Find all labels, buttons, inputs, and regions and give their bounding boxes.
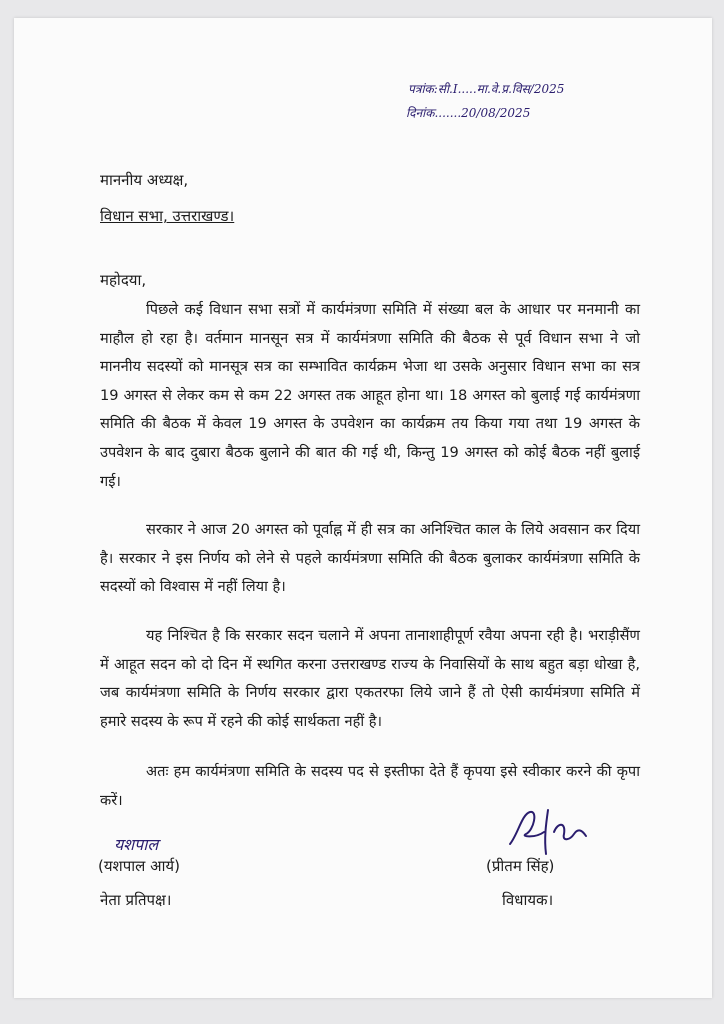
- letter-page: [14, 18, 712, 998]
- right-signatory-name: (प्रीतम सिंह): [486, 857, 555, 875]
- paragraph-1: पिछले कई विधान सभा सत्रों में कार्यमंत्रणा समिति में संख्या बल के आधार पर मनमानी का माहौल हो रहा है। वर्तमान मानसून सत्र में कार्यमंत्रणा समिति की बैठक से पूर्व विधान सभा ने जो माननीय सदस्यों को मानसूत्र सत्र का सम्भावित कार्यक्रम भेजा था उसके अनुसार विधान सभा का सत्र 19 अगस्त से लेकर कम से कम 22 अगस्त तक आहूत होना था। 18 अगस्त को बुलाई गई कार्यमंत्रणा समिति की बैठक में केवल 19 अगस्त के उपवेशन का कार्यक्रम तय किया गया तथा 19 अगस्त के उपवेशन के बाद दुबारा बैठक बुलाने की बात की गई थी, किन्तु 19 अगस्त को कोई बैठक नहीं बुलाई गई।: [100, 301, 640, 490]
- right-signature-icon: [500, 804, 610, 864]
- left-signature: यशपाल: [114, 835, 159, 854]
- salutation: महोदया,: [100, 271, 147, 289]
- right-signatory-title: विधायक।: [502, 891, 554, 909]
- letter-date: दिनांक.......20/08/2025: [406, 106, 531, 120]
- addressee-line-1: माननीय अध्यक्ष,: [100, 171, 189, 189]
- addressee-line-2: विधान सभा, उत्तराखण्ड।: [100, 207, 235, 225]
- paragraph-4: अतः हम कार्यमंत्रणा समिति के सदस्य पद से इस्तीफा देते हैं कृपया इसे स्वीकार करने की कृपा करें।: [100, 763, 640, 809]
- paragraph-2: सरकार ने आज 20 अगस्त को पूर्वाह्न में ही सत्र का अनिश्चित काल के लिये अवसान कर दिया है। सरकार ने इस निर्णय को लेने से पहले कार्यमंत्रणा समिति की बैठक बुलाकर कार्यमंत्रणा समिति के सदस्यों को विश्वास में नहीं लिया है।: [100, 521, 640, 596]
- paragraph-3: यह निश्चित है कि सरकार सदन चलाने में अपना तानाशाहीपूर्ण रवैया अपना रही है। भराड़ीसैंण में आहूत सदन को दो दिन में स्थगित करना उत्तराखण्ड राज्य के निवासियों के साथ बहुत बड़ा धोखा है, जब कार्यमंत्रणा समिति के निर्णय सरकार द्वारा एकतरफा लिये जाने हैं तो ऐसी कार्यमंत्रणा समिति में हमारे सदस्य के रूप में रहने की कोई सार्थकता नहीं है।: [100, 627, 640, 730]
- left-signatory-name: (यशपाल आर्य): [98, 857, 180, 875]
- left-signatory-title: नेता प्रतिपक्ष।: [100, 891, 172, 909]
- reference-number: पत्रांक:सी.I.....मा.वे.प्र.विस/2025: [408, 82, 565, 96]
